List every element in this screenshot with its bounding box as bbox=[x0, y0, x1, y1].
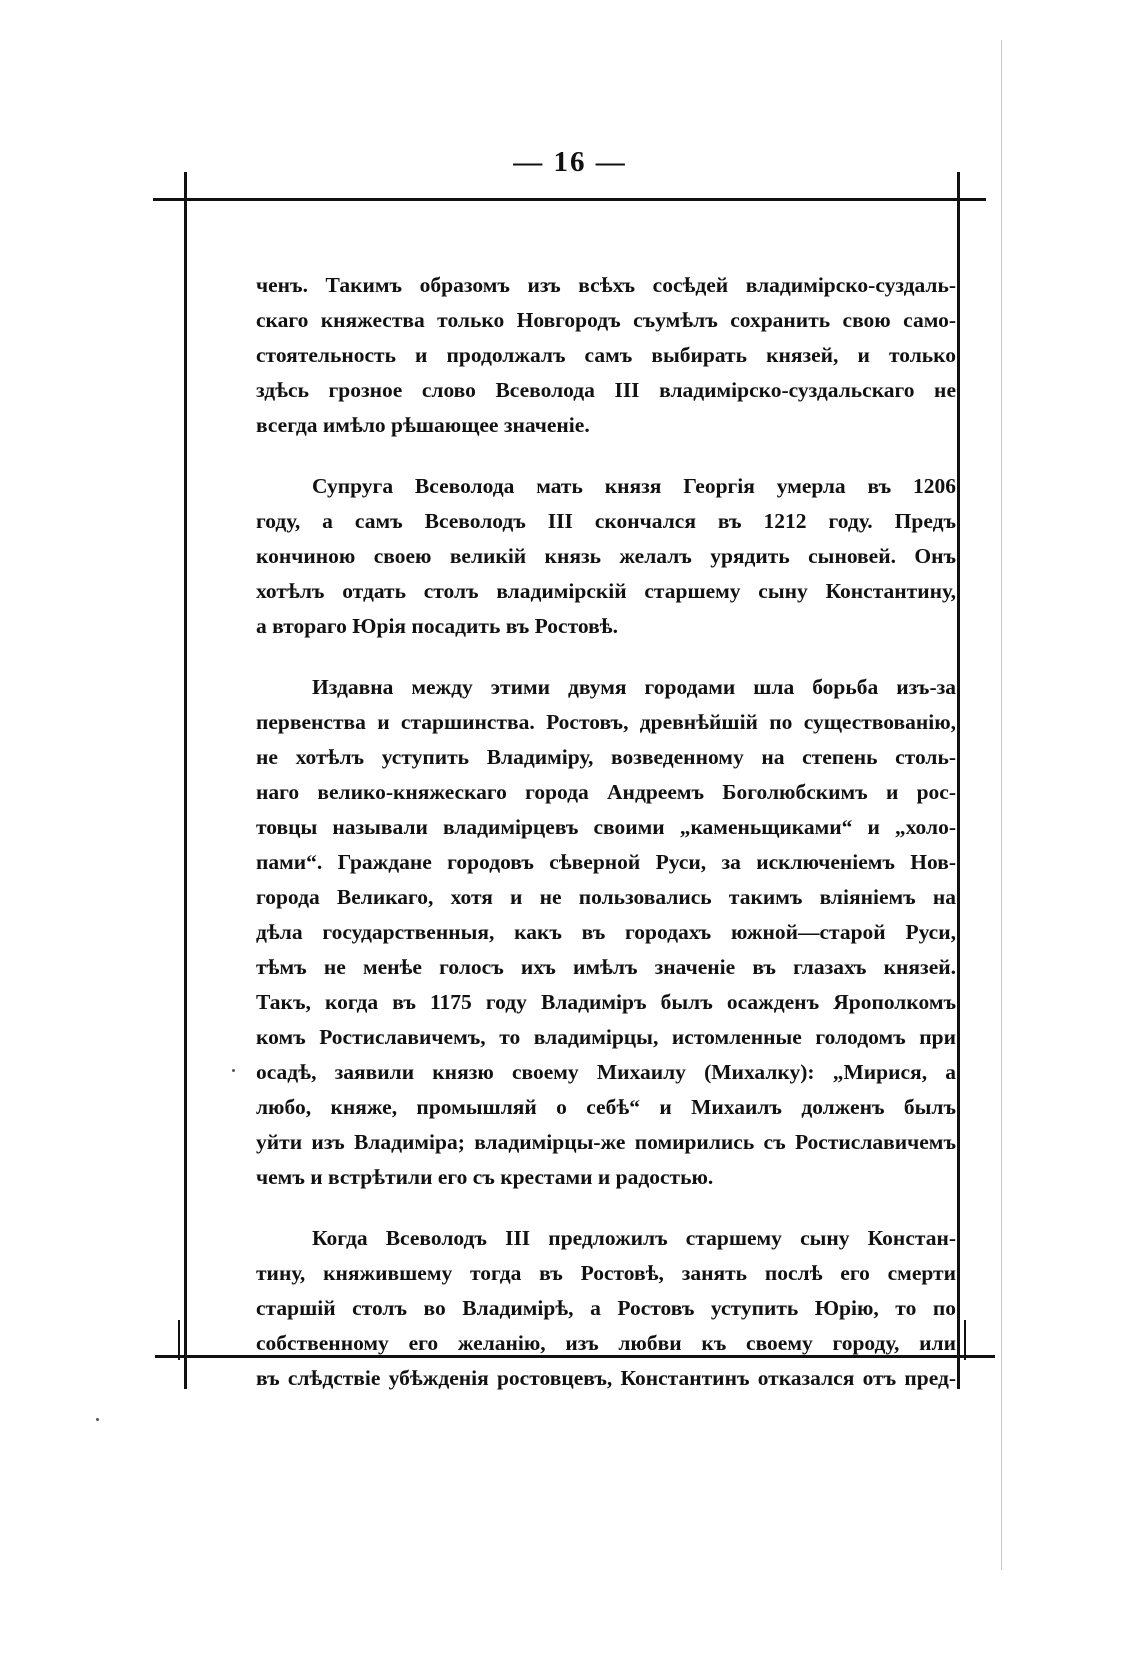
right-border bbox=[957, 172, 960, 1389]
text-line: осадѣ, заявили князю своему Михаилу (Михалку): „Мирися, а bbox=[256, 1060, 956, 1084]
text-line: Когда Всеволодъ III предложилъ старшему сыну Констан- bbox=[312, 1226, 956, 1250]
left-border bbox=[184, 172, 187, 1389]
text-line: чемъ и встрѣтили его съ крестами и радостью. bbox=[256, 1165, 714, 1189]
text-line: тину, княжившему тогда въ Ростовѣ, занять послѣ его смерти bbox=[256, 1261, 956, 1285]
text-line: не хотѣлъ уступить Владиміру, возведенному на степень столь- bbox=[256, 745, 956, 769]
page-number: — 16 — bbox=[513, 146, 627, 178]
text-line: собственному его желанію, изъ любви къ своему городу, или bbox=[256, 1331, 956, 1355]
text-line: дѣла государственныя, какъ въ городахъ южной—старой Руси, bbox=[256, 920, 956, 944]
page-edge-line bbox=[1001, 40, 1002, 1570]
text-line: Супруга Всеволода мать князя Георгія умерла въ 1206 bbox=[312, 474, 956, 498]
text-line: Издавна между этими двумя городами шла борьба изъ-за bbox=[312, 675, 956, 699]
text-line: старшій столъ во Владимірѣ, а Ростовъ уступить Юрію, то по bbox=[256, 1296, 956, 1320]
text-line: первенства и старшинства. Ростовъ, древнѣйшій по существованію, bbox=[256, 710, 956, 734]
text-line: ченъ. Такимъ образомъ изъ всѣхъ сосѣдей владимірско-суздаль- bbox=[256, 273, 956, 297]
text-line: здѣсь грозное слово Всеволода III владимірско-суздальскаго не bbox=[256, 378, 956, 402]
text-line: въ слѣдствіе убѣжденія ростовцевъ, Константинъ отказался отъ пред- bbox=[256, 1366, 956, 1390]
paragraph-4 bbox=[256, 1221, 956, 1396]
text-line: наго велико-княжескаго города Андреемъ Боголюбскимъ и рос- bbox=[256, 780, 956, 804]
text-line: всегда имѣло рѣшающее значеніе. bbox=[256, 413, 590, 437]
paragraph-1 bbox=[256, 268, 956, 443]
text-line: уйти изъ Владиміра; владимірцы-же помирились съ Ростиславичемъ bbox=[256, 1130, 956, 1154]
text-line: стоятельность и продолжалъ самъ выбирать князей, и только bbox=[256, 343, 956, 367]
text-line: пами“. Граждане городовъ сѣверной Руси, за исключеніемъ Нов- bbox=[256, 850, 956, 874]
scan-speck bbox=[96, 1418, 99, 1421]
text-line: любо, княже, промышляй о себѣ“ и Михаилъ долженъ былъ bbox=[256, 1095, 956, 1119]
scan-speck bbox=[232, 1069, 235, 1072]
text-line: города Великаго, хотя и не пользовались такимъ вліяніемъ на bbox=[256, 885, 956, 909]
text-line: а втораго Юрія посадить въ Ростовѣ. bbox=[256, 614, 618, 638]
page-body bbox=[256, 268, 956, 1396]
right-border-outer bbox=[964, 1320, 966, 1360]
paragraph-3 bbox=[256, 670, 956, 1195]
text-line: кончиною своею великій князь желалъ урядить сыновей. Онъ bbox=[256, 544, 956, 568]
text-line: хотѣлъ отдать столъ владимірскій старшему сыну Константину, bbox=[256, 579, 956, 603]
top-rule bbox=[153, 198, 986, 201]
paragraph-2 bbox=[256, 469, 956, 644]
text-line: году, а самъ Всеволодъ III скончался въ 1212 году. Предъ bbox=[256, 509, 956, 533]
text-line: Такъ, когда въ 1175 году Владиміръ былъ осажденъ Ярополкомъ bbox=[256, 990, 956, 1014]
left-border-outer bbox=[178, 1320, 180, 1360]
text-line: товцы называли владимірцевъ своими „каменьщиками“ и „холо- bbox=[256, 815, 956, 839]
text-line: комъ Ростиславичемъ, то владимірцы, истомленные голодомъ при bbox=[256, 1025, 956, 1049]
text-line: скаго княжества только Новгородъ съумѣлъ сохранить свою само- bbox=[256, 308, 956, 332]
text-line: тѣмъ не менѣе голосъ ихъ имѣлъ значеніе въ глазахъ князей. bbox=[256, 955, 956, 979]
